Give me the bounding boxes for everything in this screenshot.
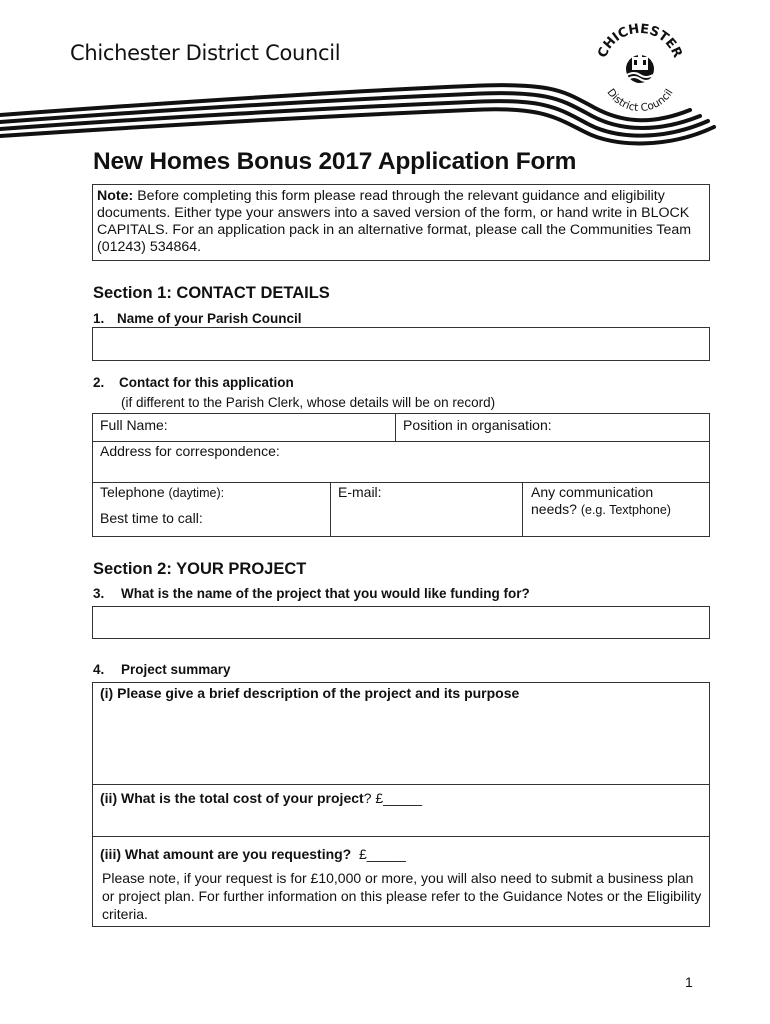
- address-field[interactable]: Address for correspondence:: [100, 443, 280, 459]
- communication-needs-field[interactable]: Any communication needs? (e.g. Textphone): [531, 484, 671, 517]
- email-field[interactable]: E-mail:: [338, 484, 382, 500]
- q1-label: 1. Name of your Parish Council: [93, 311, 302, 326]
- project-description-label: (i) Please give a brief description of the project and its purpose: [100, 685, 520, 701]
- note-label: Note:: [97, 188, 134, 204]
- form-title: New Homes Bonus 2017 Application Form: [93, 148, 577, 175]
- contact-table-divider: [92, 441, 710, 442]
- summary-table-divider: [92, 836, 710, 837]
- total-cost-field[interactable]: (ii) What is the total cost of your project? £_____: [100, 790, 423, 806]
- section1-heading: Section 1: CONTACT DETAILS: [93, 284, 330, 302]
- amount-requested-note: Please note, if your request is for £10,000 or more, you will also need to submit a business plan or project plan. For further information on this please refer to the Guidance Notes or the Eligibility criteria.: [102, 870, 702, 922]
- contact-table-divider: [330, 482, 331, 537]
- parish-council-input[interactable]: [92, 327, 710, 361]
- q4-label: 4. Project summary: [93, 662, 231, 677]
- contact-table-divider: [522, 482, 523, 537]
- full-name-field[interactable]: Full Name:: [100, 417, 168, 433]
- amount-requested-field[interactable]: (iii) What amount are you requesting? £_____: [100, 846, 406, 862]
- position-field[interactable]: Position in organisation:: [403, 417, 552, 433]
- project-description-input[interactable]: [93, 703, 709, 783]
- project-name-input[interactable]: [92, 606, 710, 639]
- contact-table-divider: [395, 413, 396, 441]
- council-logo: [590, 15, 690, 115]
- logo-top-text: CHICHESTER: [595, 21, 685, 61]
- q3-label: 3. What is the name of the project that you would like funding for?: [93, 586, 530, 601]
- best-time-field[interactable]: Best time to call:: [100, 510, 203, 526]
- q2-label: 2. Contact for this application: [93, 375, 294, 390]
- note-box: [92, 184, 710, 261]
- note-text: Before completing this form please read through the relevant guidance and eligibility documents. Either type your answers into a saved version of the form, or hand write in BLOCK CAPITALS. For an application pack in an alternative format, please call the Communities Team (01243) 534864.: [97, 188, 692, 255]
- council-name: Chichester District Council: [70, 41, 341, 65]
- cathedral-icon: [626, 45, 654, 83]
- logo-bottom-text: District Council: [604, 86, 676, 115]
- summary-table-divider: [92, 784, 710, 785]
- telephone-field[interactable]: Telephone (daytime):: [100, 484, 225, 500]
- q2-note: (if different to the Parish Clerk, whose details will be on record): [121, 395, 496, 410]
- section2-heading: Section 2: YOUR PROJECT: [93, 560, 307, 578]
- page-number: 1: [685, 974, 693, 990]
- contact-table-divider: [92, 482, 710, 483]
